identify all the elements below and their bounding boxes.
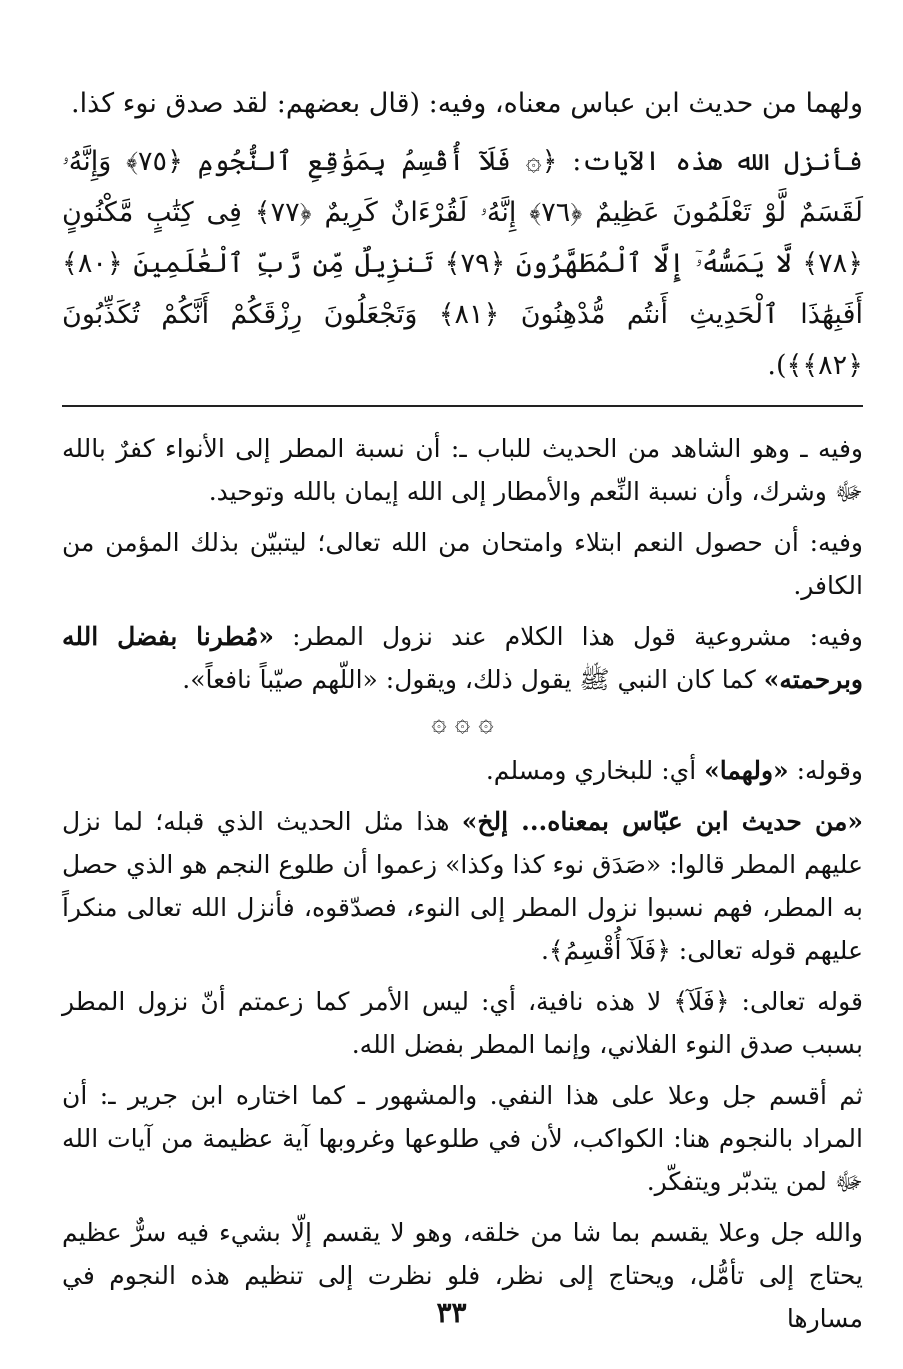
commentary-paragraph-1: وفيه ـ وهو الشاهد من الحديث للباب ـ: أن نسبة المطر إلى الأنواء كفرٌ بالله ﷻ وشرك، وأن نسبة النِّعم والأمطار إلى الله إيمان بالله وتوحيد. [62, 434, 863, 506]
commentary-bold-quote: «من حديث ابن عبّاس بمعناه... إلخ» [461, 807, 863, 836]
commentary-paragraph-5 [62, 800, 863, 972]
commentary-section [62, 427, 863, 1340]
commentary-text: أي: للبخاري ومسلم. [485, 756, 705, 785]
commentary-paragraph-3 [62, 615, 863, 701]
page-number: ٣٣ [436, 1296, 467, 1329]
commentary-bold-quote: «ولهما» [704, 756, 789, 785]
commentary-paragraph-4 [62, 749, 863, 792]
commentary-text: كما كان النبي ﷺ يقول ذلك، ويقول: «اللّهم صيّباً نافعاً». [182, 665, 764, 694]
commentary-text: وقوله: [788, 756, 863, 785]
hadith-paragraph: ولهما من حديث ابن عباس معناه، وفيه: (قال بعضهم: لقد صدق نوء كذا. [71, 88, 863, 119]
commentary-text: هذا مثل الحديث الذي قبله؛ لما نزل عليهم المطر قالوا: «صَدَق نوء كذا وكذا» زعموا أن طلوع النجم هو الذي حصل به المطر، فهم نسبوا نزول المطر إلى النوء، فصدّقوه، فأنزل الله تعالى منكراً عليهم قوله تعالى: ﴿فَلَآ أُقْسِمُ﴾. [62, 807, 863, 965]
commentary-paragraph-6: قوله تعالى: ﴿فَلَآ﴾ لا هذه نافية، أي: ليس الأمر كما زعمتم أنّ نزول المطر بسبب صدق النوء الفلاني، وإنما المطر بفضل الله. [62, 987, 863, 1059]
commentary-paragraph-7: ثم أقسم جل وعلا على هذا النفي. والمشهور ـ كما اختاره ابن جرير ـ: أن المراد بالنجوم هنا: الكواكب، لأن في طلوعها وغروبها آية عظيمة من آيات الله ﷻ لمن يتدبّر ويتفكّر. [62, 1081, 863, 1196]
commentary-text: وفيه: مشروعية قول هذا الكلام عند نزول المطر: [274, 622, 863, 651]
commentary-paragraph-2: وفيه: أن حصول النعم ابتلاء وامتحان من الله تعالى؛ ليتبيّن بذلك المؤمن من الكافر. [62, 528, 863, 600]
section-divider [62, 405, 863, 407]
hadith-section [62, 78, 863, 391]
quran-verses-paragraph: فأنزل الله هذه الآيات: ﴿۞ فَلَآ أُقْسِمُ بِمَوَٰقِعِ ٱلنُّجُومِ ﴿٧٥﴾ وَإِنَّهُۥ لَقَسَمٌ لَّوْ تَعْلَمُونَ عَظِيمٌ ﴿٧٦﴾ إِنَّهُۥ لَقُرْءَانٌ كَرِيمٌ ﴿٧٧﴾ فِى كِتَٰبٍ مَّكْنُونٍ ﴿٧٨﴾ لَّا يَمَسُّهُۥٓ إِلَّا ٱلْمُطَهَّرُونَ ﴿٧٩﴾ تَنزِيلٌ مِّن رَّبِّ ٱلْعَٰلَمِينَ ﴿٨٠﴾ أَفَبِهَٰذَا ٱلْحَدِيثِ أَنتُم مُّدْهِنُونَ ﴿٨١﴾ وَتَجْعَلُونَ رِزْقَكُمْ أَنَّكُمْ تُكَذِّبُونَ ﴿٨٢﴾﴾). [62, 146, 863, 381]
commentary-paragraph-8: والله جل وعلا يقسم بما شا من خلقه، وهو لا يقسم إلّا بشيء فيه سرٌّ عظيم يحتاج إلى تأمُّل، ويحتاج إلى نظر، فلو نظرت إلى تنظيم هذه النجوم في مسارها [62, 1218, 863, 1333]
commentary-bold-quote: «مُطرنا بفضل الله وبرحمته» [62, 622, 863, 694]
section-separator-stars: ۞ ۞ ۞ [431, 708, 494, 738]
